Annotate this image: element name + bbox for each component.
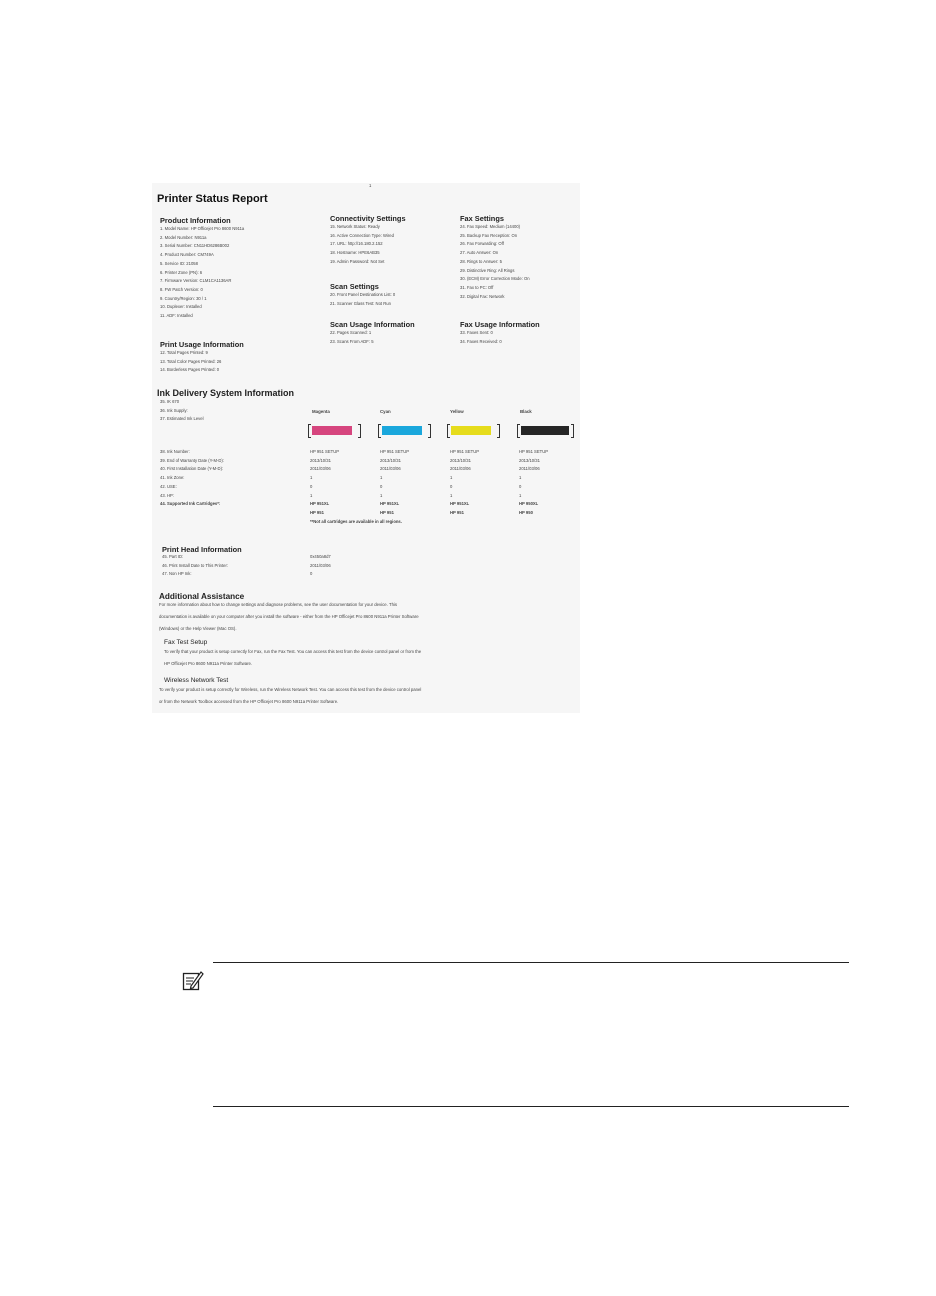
ink-cell: 0 [450, 483, 453, 489]
ink-cell: 2011/03/06 [380, 466, 401, 472]
ink-top-line: 36. Ink Supply: [160, 407, 188, 413]
print-usage-heading: Print Usage Information [160, 340, 244, 349]
printhead-label: 45. Part ID: [162, 554, 184, 559]
ink-heading: Ink Delivery System Information [157, 388, 295, 398]
ink-cell: HP 951 SETUP [310, 449, 340, 454]
ink-cell: 2011/03/06 [310, 466, 331, 472]
scan-usage-line: 22. Pages Scanned: 1 [330, 330, 372, 335]
ink-bar-bracket-left [378, 424, 381, 438]
ink-bar-bracket-left [517, 424, 520, 438]
printer-status-report [152, 183, 580, 713]
product-info-list [160, 225, 244, 321]
ink-cell: HP 950 [519, 509, 533, 515]
ink-row-label: 38. Ink Number: [160, 449, 190, 454]
ink-cell: HP 951 [310, 509, 324, 515]
fax-settings-line: 24. Fax Speed: Medium (14400) [460, 224, 521, 229]
assistance-line: For more information about how to change settings and diagnose problems, see the user documentation for your device. This [159, 602, 398, 607]
assistance-heading: Additional Assistance [159, 592, 245, 601]
printhead-value: 0 [310, 571, 313, 577]
printhead-value: 0x450a8d7 [310, 554, 331, 559]
print-usage-line: 14. Borderless Pages Printed: 0 [160, 367, 220, 373]
fax-settings-line: 30. (ECM) Error Correction Mode: On [460, 276, 530, 282]
ink-cell: HP 950XL [519, 501, 539, 507]
scan-usage-list [330, 329, 374, 346]
ink-cell: 0 [519, 483, 522, 489]
ink-row-label: 40. First Installation Date (Y-M-D): [160, 466, 224, 472]
fax-settings-list [460, 223, 530, 301]
print-usage-line: 13. Total Color Pages Printed: 26 [160, 358, 222, 364]
ink-cell: 0 [380, 483, 383, 489]
ink-cell: 2013/10/31 [310, 457, 331, 463]
printhead-heading: Print Head Information [162, 545, 242, 554]
ink-bar-bracket-left [308, 424, 311, 438]
ink-cell: 2013/10/31 [519, 457, 540, 463]
product-info-line: 9. Country/Region: 30 / 1 [160, 295, 207, 301]
ink-color-yellow: Yellow [450, 409, 464, 414]
fax-settings-line: 32. Digital Fax: Network [460, 293, 505, 299]
ink-cell: 1 [380, 475, 383, 481]
ink-cell: 2013/10/31 [380, 457, 401, 463]
ink-cell: 1 [310, 475, 313, 481]
ink-footnote: **Not all cartridges are available in all regions. [310, 519, 402, 524]
product-info-line: 2. Model Number: N911a [160, 234, 207, 240]
note-bottom-rule [213, 1106, 849, 1107]
product-info-heading: Product Information [160, 216, 231, 225]
scan-settings-line: 20. Front Panel Destinations List: 0 [330, 292, 396, 297]
ink-row-label: 39. End of Warranty Date (Y-M-D): [160, 457, 224, 463]
ink-cell: 1 [519, 475, 522, 481]
ink-row-label: 44. Supported Ink Cartridges*: [160, 501, 221, 507]
fax-usage-line: 34. Faxes Received: 0 [460, 338, 502, 344]
ink-cell: HP 951XL [380, 501, 400, 507]
assistance-text [159, 599, 419, 635]
ink-cell: HP 951XL [310, 501, 330, 507]
wireless-test-heading: Wireless Network Test [164, 677, 229, 684]
assistance-line: documentation is available on your computer after you install the software - either from the HP Officejet Pro 8600 N911a Printer Software [159, 614, 419, 619]
ink-cell: 2011/03/06 [519, 466, 540, 472]
ink-color-magenta: Magenta [312, 409, 330, 414]
scan-usage-heading: Scan Usage Information [330, 320, 415, 329]
product-info-line: 11. ADF: Installed [160, 313, 193, 319]
ink-cell: HP 951 [450, 509, 464, 515]
fax-settings-line: 25. Backup Fax Reception: On [460, 232, 518, 238]
connectivity-line: 15. Network Status: Ready [330, 224, 380, 229]
printhead-value: 2011/03/06 [310, 562, 331, 568]
scan-usage-line: 23. Scans From ADF: 5 [330, 338, 374, 344]
ink-bar-bracket-left [447, 424, 450, 438]
report-top-mark: 1 [369, 183, 372, 188]
ink-cell: 1 [380, 492, 383, 498]
ink-cell: 2013/10/31 [450, 457, 471, 463]
fax-usage-line: 33. Faxes Sent: 0 [460, 330, 493, 335]
ink-top-line: 35. IK 670 [160, 399, 180, 404]
fax-settings-line: 31. Fax to PC: Off [460, 284, 494, 290]
ink-top-list [160, 398, 204, 424]
printhead-label: 46. Print Install Date to This Printer: [162, 562, 229, 568]
printhead-labels [162, 553, 228, 579]
ink-row-labels [160, 448, 224, 509]
ink-bar-bracket-right [428, 424, 431, 438]
fax-usage-heading: Fax Usage Information [460, 320, 540, 329]
fax-test-text [164, 646, 421, 670]
fax-test-line: To verify that your product is setup correctly for Fax, run the Fax Test. You can access this test from the device control panel or from the [164, 649, 422, 654]
ink-column-yellow [450, 448, 479, 518]
ink-cell: 1 [519, 492, 522, 498]
product-info-line: 5. Service ID: 21058 [160, 260, 198, 266]
ink-cell: HP 951 [380, 509, 394, 515]
ink-column-cyan [380, 448, 409, 518]
ink-cell: HP 951 SETUP [380, 449, 410, 454]
ink-row-label: 42. USE: [160, 483, 177, 489]
ink-top-line: 37. Estimated Ink Level [160, 416, 204, 422]
ink-cell: 0 [310, 483, 313, 489]
product-info-line: 3. Serial Number: CN11HD6286B002 [160, 243, 230, 249]
product-info-line: 1. Model Name: HP Officejet Pro 8600 N911a [160, 226, 245, 231]
ink-cell: HP 951 SETUP [519, 449, 549, 454]
report-title: Printer Status Report [157, 193, 268, 205]
fax-settings-line: 29. Distinctive Ring: All Rings [460, 267, 515, 273]
scan-settings-line: 21. Scanner Glass Test: Not Run [330, 300, 391, 306]
print-usage-line: 12. Total Pages Printed: 9 [160, 350, 208, 355]
fax-usage-list [460, 329, 502, 346]
product-info-line: 7. Firmware Version: CLM1CA1136AR [160, 278, 232, 284]
ink-color-cyan: Cyan [380, 409, 391, 414]
ink-cell: 1 [450, 492, 453, 498]
note-icon [182, 970, 204, 992]
print-usage-list [160, 349, 221, 375]
ink-bar-bracket-right [497, 424, 500, 438]
product-info-line: 10. Duplexer: Installed [160, 304, 202, 310]
ink-cell: 1 [310, 492, 313, 498]
ink-column-black [519, 448, 548, 518]
connectivity-list [330, 223, 394, 267]
wireless-test-text [159, 684, 421, 708]
ink-row-label: 43. HP: [160, 492, 174, 498]
ink-color-black: Black [520, 409, 532, 414]
ink-cell: HP 951 SETUP [450, 449, 480, 454]
ink-level-bar-magenta [312, 426, 352, 435]
fax-settings-line: 27. Auto Answer: On [460, 250, 499, 256]
printhead-values [310, 553, 331, 579]
ink-cell: 2011/03/06 [450, 466, 471, 472]
connectivity-heading: Connectivity Settings [330, 214, 406, 223]
fax-settings-heading: Fax Settings [460, 214, 504, 223]
fax-settings-line: 28. Rings to Answer: 5 [460, 258, 502, 264]
wireless-test-line: or from the Network Toolbox accessed from the HP Officejet Pro 8600 N911a Printer Software. [159, 699, 339, 704]
wireless-test-line: To verify your product is setup correctly for Wireless, run the Wireless Network Test. You can access this test from the device control panel [159, 687, 422, 692]
ink-level-bar-black [521, 426, 569, 435]
fax-settings-line: 26. Fax Forwarding: Off [460, 241, 504, 247]
fax-test-heading: Fax Test Setup [164, 639, 208, 646]
connectivity-line: 19. Admin Password: Not Set [330, 258, 385, 264]
connectivity-line: 17. URL: http://16.180.2.152 [330, 241, 383, 247]
ink-column-magenta [310, 448, 339, 518]
scan-settings-heading: Scan Settings [330, 282, 379, 291]
ink-bar-bracket-right [571, 424, 574, 438]
product-info-line: 6. Printer Zone (PN): 6 [160, 269, 203, 275]
product-info-line: 8. FW Patch Version: 0 [160, 286, 203, 292]
fax-test-line: HP Officejet Pro 8600 N911a Printer Software. [164, 661, 253, 666]
assistance-line: (Windows) or the Help Viewer (Mac OS). [159, 626, 237, 631]
ink-level-bar-yellow [451, 426, 491, 435]
ink-bar-bracket-right [358, 424, 361, 438]
ink-cell: 1 [450, 475, 453, 481]
product-info-line: 4. Product Number: CM749A [160, 252, 214, 258]
connectivity-line: 16. Active Connection Type: Wired [330, 232, 394, 238]
ink-row-label: 41. Ink Zone: [160, 475, 185, 481]
ink-cell: HP 951XL [450, 501, 470, 507]
ink-level-bar-cyan [382, 426, 422, 435]
scan-settings-list [330, 291, 395, 308]
printhead-label: 47. Non HP Ink: [162, 571, 192, 577]
connectivity-line: 18. Hostname: HPE6AB35 [330, 250, 380, 256]
note-top-rule [213, 962, 849, 963]
